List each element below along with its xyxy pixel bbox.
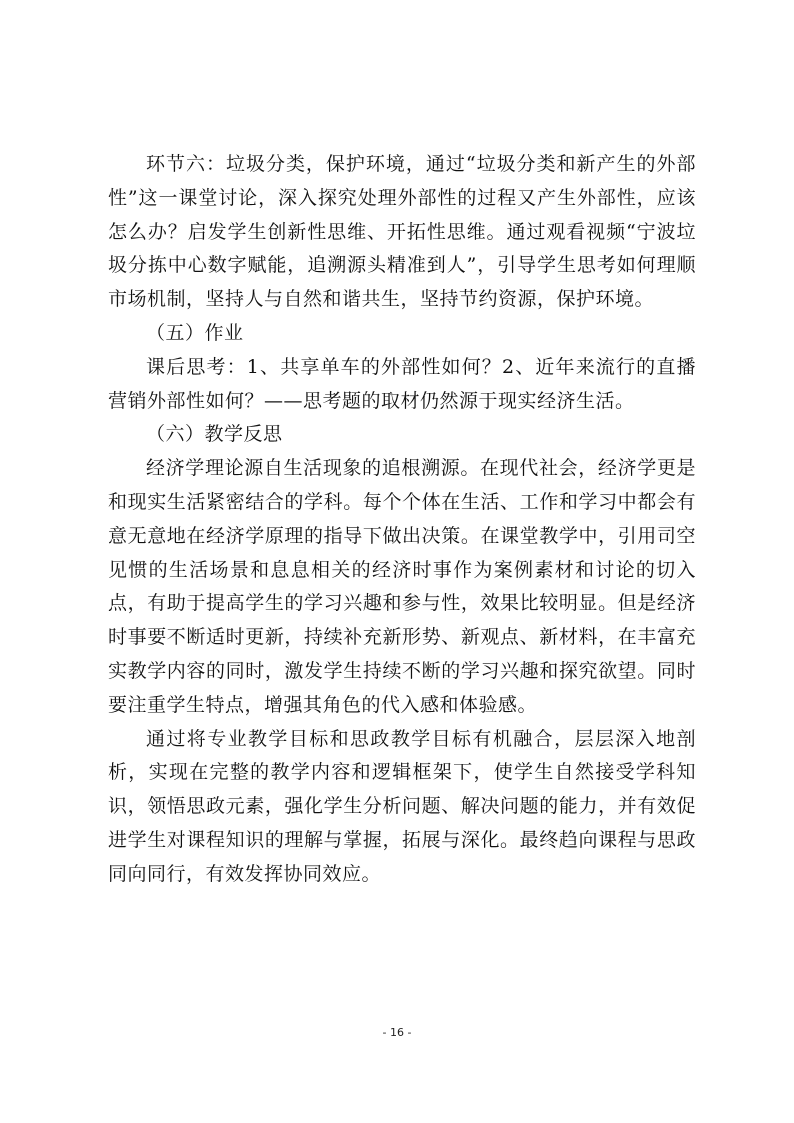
section-heading-homework: （五）作业 [146, 321, 244, 344]
paragraph-link-six-garbage-sorting: 环节六：垃圾分类，保护环境，通过“垃圾分类和新产生的外部性”这一课堂讨论，深入探究处理外部性的过程又产生外部性，应该怎么办？启发学生创新性思维、开拓性思维。通过观看视频“宁波垃圾分拣中心数字赋能，追溯源头精准到人”，引导学生思考如何理顺市场机制，坚持人与自然和谐共生，坚持节约资源，保护环境。 [108, 153, 696, 311]
paragraph-reflection-integration: 通过将专业教学目标和思政教学目标有机融合，层层深入地剖析，实现在完整的教学内容和逻辑框架下，使学生自然接受学科知识，领悟思政元素，强化学生分析问题、解决问题的能力，并有效促进学生对课程知识的理解与掌握，拓展与深化。最终趋向课程与思政同向同行，有效发挥协同效应。 [108, 727, 696, 885]
section-heading-teaching-reflection: （六）教学反思 [146, 423, 283, 446]
paragraph-reflection-economics-life: 经济学理论源自生活现象的追根溯源。在现代社会，经济学更是和现实生活紧密结合的学科。每个个体在生活、工作和学习中都会有意无意地在经济学原理的指导下做出决策。在课堂教学中，引用司空见惯的生活场景和息息相关的经济时事作为案例素材和讨论的切入点，有助于提高学生的学习兴趣和参与性，效果比较明显。但是经济时事要不断适时更新，持续补充新形势、新观点、新材料，在丰富充实教学内容的同时，激发学生持续不断的学习兴趣和探究欲望。同时要注重学生特点，增强其角色的代入感和体验感。 [108, 457, 696, 716]
page-body [108, 148, 696, 892]
paragraph-homework-questions: 课后思考：1、共享单车的外部性如何？2、近年来流行的直播营销外部性如何？——思考题的取材仍然源于现实经济生活。 [108, 355, 696, 412]
page-number: - 16 - [382, 1026, 412, 1039]
